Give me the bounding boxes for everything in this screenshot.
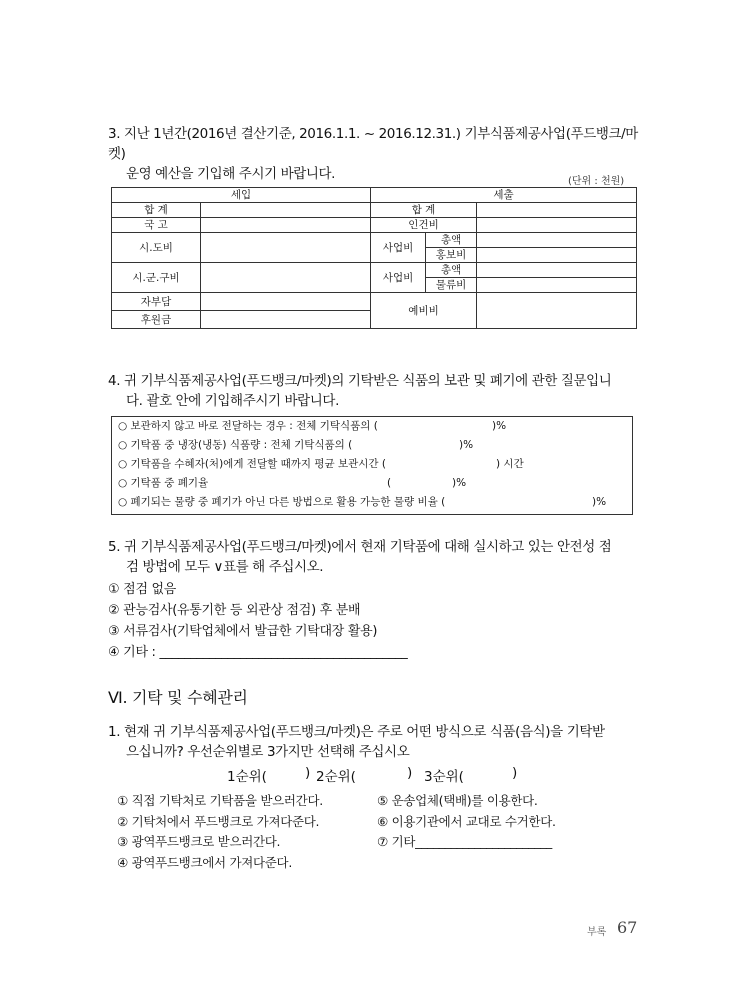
q5-option-3[interactable]: ③ 서류검사(기탁업체에서 발급한 기탁대장 활용) [108, 624, 378, 639]
choice-6[interactable]: ⑥ 이용기관에서 교대로 수거한다. [377, 813, 556, 829]
city-input[interactable] [201, 263, 371, 293]
reserve-input[interactable] [477, 293, 637, 329]
project2-logistics-input[interactable] [477, 278, 637, 293]
national-input[interactable] [201, 218, 371, 233]
project1-label: 사업비 [371, 233, 426, 263]
donation-input[interactable] [201, 311, 371, 329]
rank2-close: ) [407, 765, 413, 781]
q3-line2: 운영 예산을 기입해 주시기 바랍니다. [126, 166, 336, 182]
q5-question [108, 537, 648, 577]
q3-question [108, 124, 648, 184]
q6-1-question [108, 722, 648, 762]
reserve-label: 예비비 [371, 293, 477, 329]
rank1-close: ) [305, 765, 311, 781]
q4-question [108, 371, 648, 411]
budget-table [111, 187, 637, 329]
q5-option-2[interactable]: ② 관능검사(유통기한 등 외관상 점검) 후 분배 [108, 603, 361, 618]
expense-total-label: 합 계 [371, 203, 477, 218]
choice-7[interactable]: ⑦ 기타_______________________ [377, 834, 552, 849]
q4-item-4[interactable]: ○ 기탁품 중 폐기율 ( )% [118, 477, 467, 489]
q4-line1: 4. 귀 기부식품제공사업(푸드뱅크/마켓)의 기탁받은 식품의 보관 및 폐기에 관한 질문입니 [108, 373, 612, 389]
choice-5[interactable]: ⑤ 운송업체(택배)를 이용한다. [377, 793, 538, 808]
income-total-input[interactable] [201, 203, 371, 218]
q4-line2: 다. 괄호 안에 기입해주시기 바랍니다. [126, 393, 339, 409]
choice-1[interactable]: ① 직접 기탁처로 기탁품을 받으러간다. [117, 793, 323, 808]
q5-line1: 5. 귀 기부식품제공사업(푸드뱅크/마켓)에서 현재 기탁품에 대해 실시하고 있는 안전성 점 [108, 539, 612, 555]
income-total-label: 합 계 [112, 203, 201, 218]
q5-line2: 검 방법에 모두 ∨표를 해 주십시오. [126, 559, 324, 575]
q4-item-1[interactable]: ○ 보관하지 않고 바로 전달하는 경우 : 전체 기탁식품의 ( )% [118, 420, 507, 432]
choice-3[interactable]: ③ 광역푸드뱅크로 받으러간다. [117, 834, 281, 849]
national-label: 국 고 [112, 218, 201, 233]
labor-label: 인건비 [371, 218, 477, 233]
self-fund-input[interactable] [201, 293, 371, 311]
q6-1-line1: 1. 현재 귀 기부식품제공사업(푸드뱅크/마켓)은 주로 어떤 방식으로 식품(음식)을 기탁받 [108, 724, 605, 740]
project2-total-input[interactable] [477, 263, 637, 278]
choice-4[interactable]: ④ 광역푸드뱅크에서 가져다준다. [117, 854, 293, 870]
donation-label: 후원금 [112, 311, 201, 329]
city-label: 시.군.구비 [112, 263, 201, 293]
q5-option-4[interactable]: ④ 기타 : ________________________________________ [108, 645, 408, 660]
project1-pr-input[interactable] [477, 248, 637, 263]
section-title: Ⅵ. 기탁 및 수혜관리 [108, 688, 248, 707]
province-input[interactable] [201, 233, 371, 263]
labor-input[interactable] [477, 218, 637, 233]
project1-pr-label: 홍보비 [426, 248, 477, 263]
q6-1-line2: 으십니까? 우선순위별로 3가지만 선택해 주십시오 [126, 744, 410, 760]
self-fund-label: 자부담 [112, 293, 201, 311]
project1-total-label: 총액 [426, 233, 477, 248]
rank2-label: 2순위( [316, 769, 356, 785]
q6-1-right-choices [377, 791, 556, 853]
expense-header: 세출 [371, 188, 637, 203]
project2-total-label: 총액 [426, 263, 477, 278]
q4-item-2[interactable]: ○ 기탁품 중 냉장(냉동) 식품량 : 전체 기탁식품의 ( )% [118, 439, 474, 451]
q3-line1: 3. 지난 1년간(2016년 결산기준, 2016.1.1. ~ 2016.12.31.) 기부식품제공사업(푸드뱅크/마켓) [108, 126, 638, 162]
project2-logistics-label: 물류비 [426, 278, 477, 293]
choice-2[interactable]: ② 기탁처에서 푸드뱅크로 가져다준다. [117, 813, 320, 829]
q4-item-5[interactable]: ○ 폐기되는 물량 중 폐기가 아닌 다른 방법으로 활용 가능한 물량 비율 ( )% [118, 496, 607, 508]
rank1-label: 1순위( [227, 769, 267, 785]
page-number: 67 [617, 918, 638, 937]
rank3-close: ) [512, 765, 518, 781]
rank-line [0, 765, 741, 785]
rank3-label: 3순위( [424, 769, 464, 785]
project2-label: 사업비 [371, 263, 426, 293]
q4-box [111, 416, 633, 515]
province-label: 시.도비 [112, 233, 201, 263]
q5-option-1[interactable]: ① 점검 없음 [108, 582, 177, 597]
q5-options [108, 579, 407, 663]
project1-total-input[interactable] [477, 233, 637, 248]
unit-label: (단위 : 천원) [568, 176, 625, 187]
footer-label: 부록 [587, 927, 607, 938]
q6-1-left-choices [117, 791, 323, 873]
q4-item-3[interactable]: ○ 기탁품을 수혜자(처)에게 전달할 때까지 평균 보관시간 ( ) 시간 [118, 458, 524, 470]
income-header: 세입 [112, 188, 371, 203]
expense-total-input[interactable] [477, 203, 637, 218]
